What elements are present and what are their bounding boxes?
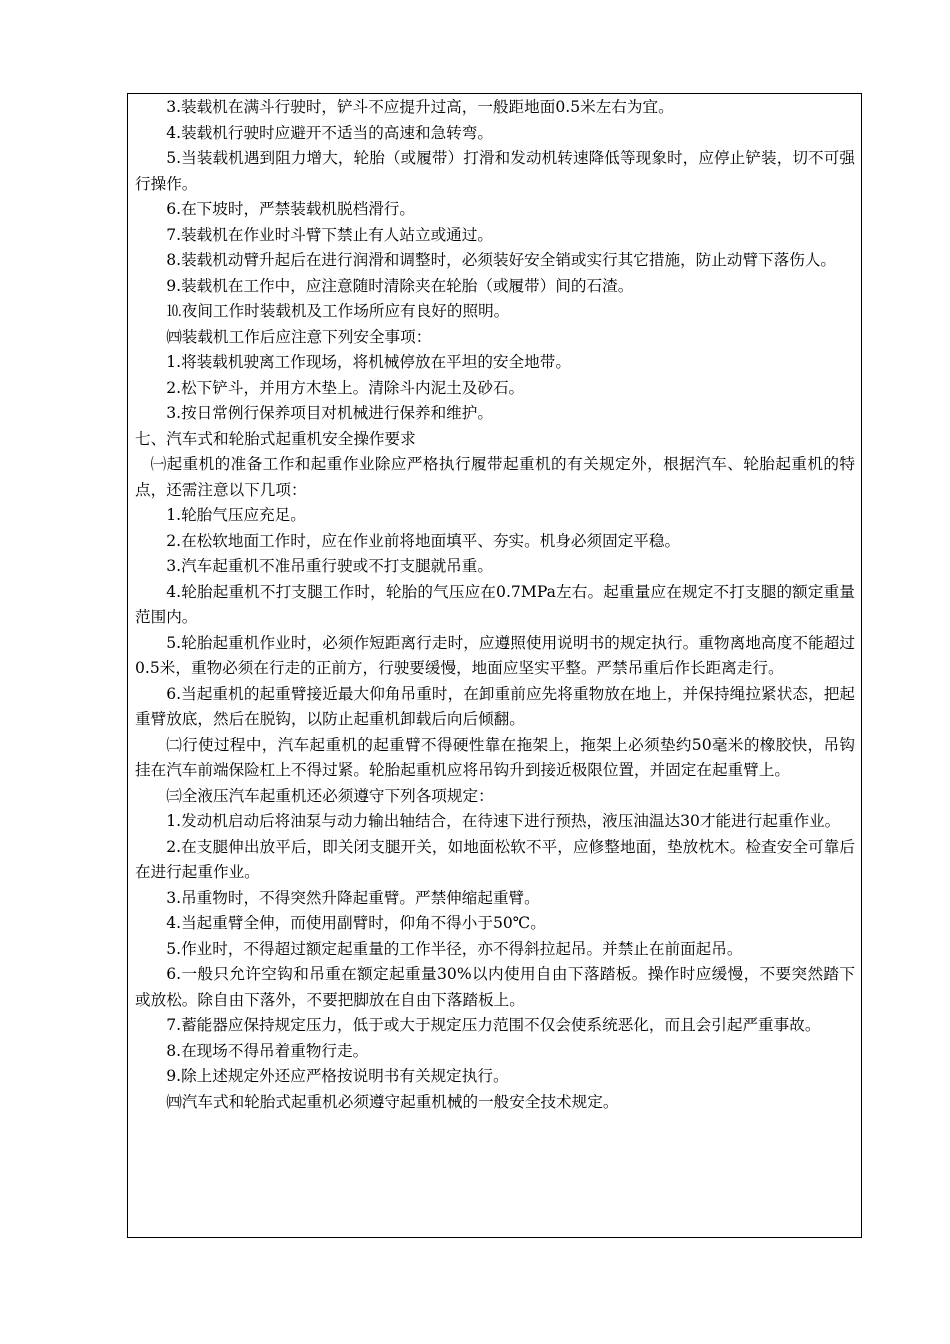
paragraph: 8.在现场不得吊着重物行走。 (166, 1041, 369, 1060)
paragraph: 1.发动机启动后将油泵与动力输出轴结合，在待速下进行预热，液压油温达30才能进行起重作业。 (166, 812, 841, 830)
paragraph: 9.除上述规定外还应严格按说明书有关规定执行。 (166, 1067, 509, 1085)
paragraph: ㈣汽车式和轮胎式起重机必须遵守起重机械的一般安全技术规定。 (166, 1092, 619, 1111)
paragraph: ㈡行使过程中，汽车起重机的起重臂不得硬性靠在拖架上，拖架上必须垫约50毫米的橡胶快，吊钩挂在汽车前端保险杠上不得过紧。轮胎起重机应将吊钩升到接近极限位置，并固定在起重臂上。 (135, 735, 855, 779)
paragraph: ㈣装载机工作后应注意下列安全事项： (166, 327, 432, 346)
paragraph: 2.在松软地面工作时，应在作业前将地面填平、夯实。机身必须固定平稳。 (166, 531, 681, 550)
paragraph: 6.在下坡时，严禁装载机脱档滑行。 (166, 200, 415, 218)
paragraph: 5.作业时，不得超过额定起重量的工作半径，亦不得斜拉起吊。并禁止在前面起吊。 (166, 939, 743, 958)
paragraph: 8.装载机动臂升起后在进行润滑和调整时，必须装好安全销或实行其它措施，防止动臂下落伤人。 (166, 251, 837, 269)
paragraph: 7.装载机在作业时斗臂下禁止有人站立或通过。 (166, 225, 493, 244)
paragraph: 3.装载机在满斗行驶时，铲斗不应提升过高，一般距地面0.5米左右为宜。 (166, 98, 674, 116)
paragraph: 3.按日常例行保养项目对机械进行保养和维护。 (166, 404, 493, 422)
paragraph: 4.轮胎起重机不打支腿工作时，轮胎的气压应在0.7MPa左右。起重量应在规定不打支腿的额定重量范围内。 (135, 582, 855, 626)
paragraph: 3.汽车起重机不准吊重行驶或不打支腿就吊重。 (166, 557, 493, 575)
paragraph: 7.蓄能器应保持规定压力，低于或大于规定压力范围不仅会使系统恶化，而且会引起严重事故。 (166, 1016, 821, 1034)
paragraph: ㈢全液压汽车起重机还必须遵守下列各项规定： (166, 786, 494, 805)
paragraph: 1.将装载机驶离工作现场，将机械停放在平坦的安全地带。 (166, 353, 571, 371)
paragraph: 6.一般只允许空钩和吊重在额定起重量30%以内使用自由下落踏板。操作时应缓慢，不要突然踏下或放松。除自由下落外，不要把脚放在自由下落踏板上。 (135, 965, 855, 1009)
paragraph: ⒑夜间工作时装载机及工作场所应有良好的照明。 (166, 302, 510, 320)
paragraph: 2.在支腿伸出放平后，即关闭支腿开关，如地面松软不平，应修整地面，垫放枕木。检查安全可靠后在进行起重作业。 (135, 837, 855, 881)
document-body (135, 95, 855, 1115)
paragraph: 1.轮胎气压应充足。 (166, 506, 306, 524)
paragraph: 6.当起重机的起重臂接近最大仰角吊重时，在卸重前应先将重物放在地上，并保持绳拉紧状态，把起重臂放底，然后在脱钩，以防止起重机卸载后向后倾翻。 (135, 684, 855, 728)
paragraph: 5.轮胎起重机作业时，必须作短距离行走时，应遵照使用说明书的规定执行。重物离地高度不能超过0.5米，重物必须在行走的正前方，行驶要缓慢，地面应坚实平整。严禁吊重后作长距离走行。 (135, 633, 855, 677)
paragraph: ㈠起重机的准备工作和起重作业除应严格执行履带起重机的有关规定外，根据汽车、轮胎起重机的特点，还需注意以下几项： (135, 455, 855, 499)
paragraph: 4.装载机行驶时应避开不适当的高速和急转弯。 (166, 123, 493, 142)
paragraph: 9.装载机在工作中，应注意随时清除夹在轮胎（或履带）间的石渣。 (166, 276, 634, 295)
paragraph: 3.吊重物时，不得突然升降起重臂。严禁伸缩起重臂。 (166, 888, 540, 907)
paragraph: 5.当装载机遇到阻力增大，轮胎（或履带）打滑和发动机转速降低等现象时，应停止铲装，切不可强行操作。 (135, 149, 855, 193)
paragraph: 4.当起重臂全伸，而使用副臂时，仰角不得小于50℃。 (166, 914, 546, 932)
paragraph: 2.松下铲斗，并用方木垫上。清除斗内泥土及砂石。 (166, 378, 525, 397)
section-heading: 七、汽车式和轮胎式起重机安全操作要求 (135, 429, 416, 448)
